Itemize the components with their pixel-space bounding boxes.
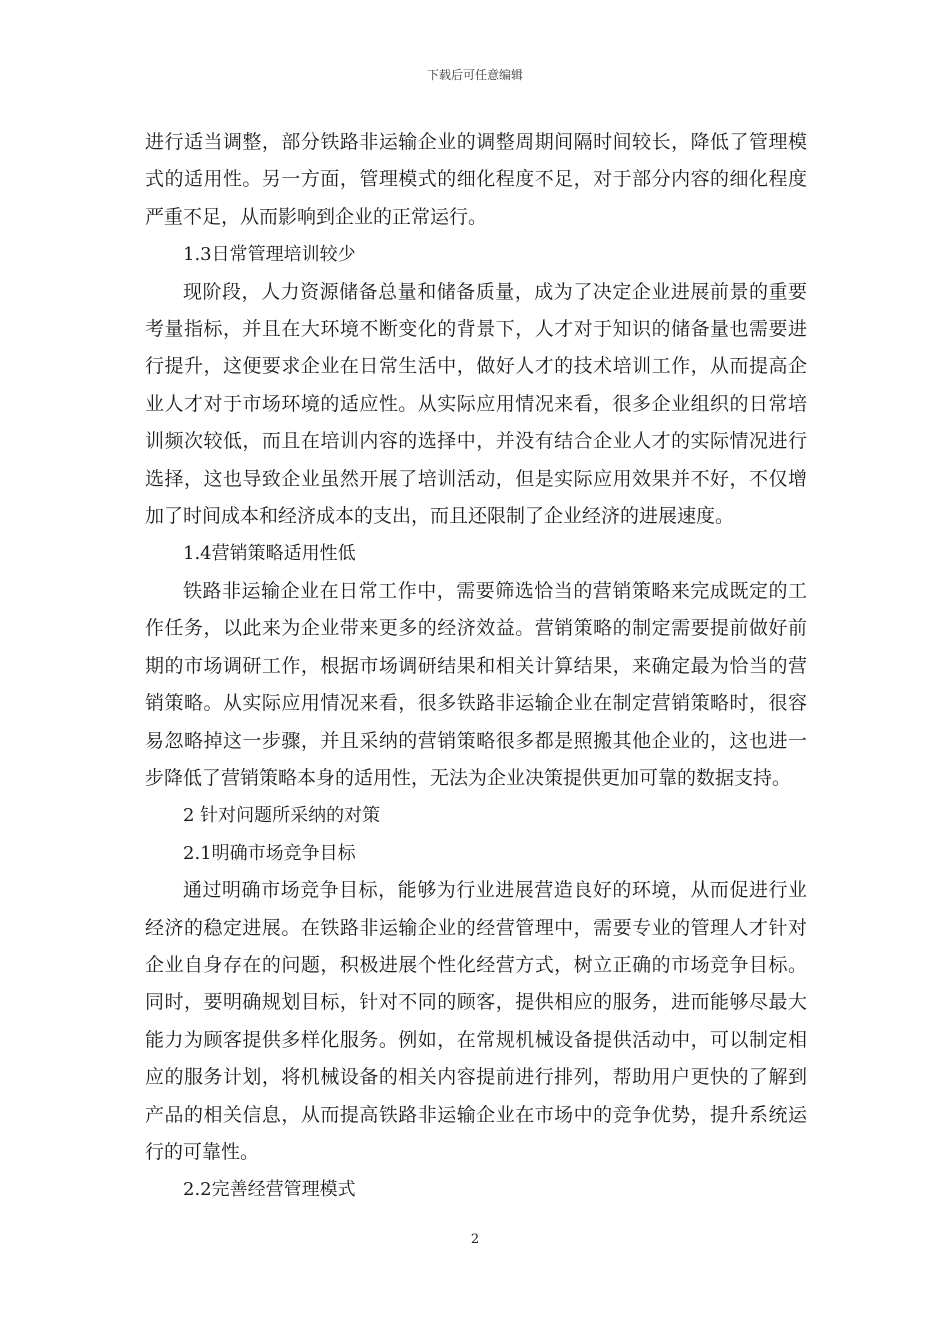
- section-heading-2-1: 2.1明确市场竞争目标: [183, 842, 356, 864]
- paragraph-training: 现阶段，人力资源储备总量和储备质量，成为了决定企业进展前景的重要考量指标，并且在大环境不断变化的背景下，人才对于知识的储备量也需要进行提升，这便要求企业在日常生活中，做好人才的技术培训工作，从而提高企业人才对于市场环境的适应性。从实际应用情况来看，很多企业组织的日常培训频次较低，而且在培训内容的选择中，并没有结合企业人才的实际情况进行选择，这也导致企业虽然开展了培训活动，但是实际应用效果并不好，不仅增加了时间成本和经济成本的支出，而且还限制了企业经济的进展速度。: [145, 280, 807, 528]
- document-body: [145, 124, 807, 1209]
- paragraph-continued: 进行适当调整，部分铁路非运输企业的调整周期间隔时间较长，降低了管理模式的适用性。另一方面，管理模式的细化程度不足，对于部分内容的细化程度严重不足，从而影响到企业的正常运行。: [145, 131, 807, 228]
- paragraph-market-goal: 通过明确市场竞争目标，能够为行业进展营造良好的环境，从而促进行业经济的稳定进展。在铁路非运输企业的经营管理中，需要专业的管理人才针对企业自身存在的问题，积极进展个性化经营方式，树立正确的市场竞争目标。同时，要明确规划目标，针对不同的顾客，提供相应的服务，进而能够尽最大能力为顾客提供多样化服务。例如，在常规机械设备提供活动中，可以制定相应的服务计划，将机械设备的相关内容提前进行排列，帮助用户更快的了解到产品的相关信息，从而提高铁路非运输企业在市场中的竞争优势，提升系统运行的可靠性。: [145, 879, 807, 1163]
- paragraph-marketing: 铁路非运输企业在日常工作中，需要筛选恰当的营销策略来完成既定的工作任务，以此来为企业带来更多的经济效益。营销策略的制定需要提前做好前期的市场调研工作，根据市场调研结果和相关计算结果，来确定最为恰当的营销策略。从实际应用情况来看，很多铁路非运输企业在制定营销策略时，很容易忽略掉这一步骤，并且采纳的营销策略很多都是照搬其他企业的，这也进一步降低了营销策略本身的适用性，无法为企业决策提供更加可靠的数据支持。: [145, 579, 807, 789]
- page-header: 下载后可任意编辑: [426, 68, 523, 82]
- page-number: 2: [470, 1232, 480, 1247]
- section-heading-2: 2 针对问题所采纳的对策: [183, 805, 381, 827]
- section-heading-1-3: 1.3日常管理培训较少: [183, 244, 356, 266]
- section-heading-2-2: 2.2完善经营管理模式: [183, 1179, 356, 1201]
- section-heading-1-4: 1.4营销策略适用性低: [183, 543, 356, 565]
